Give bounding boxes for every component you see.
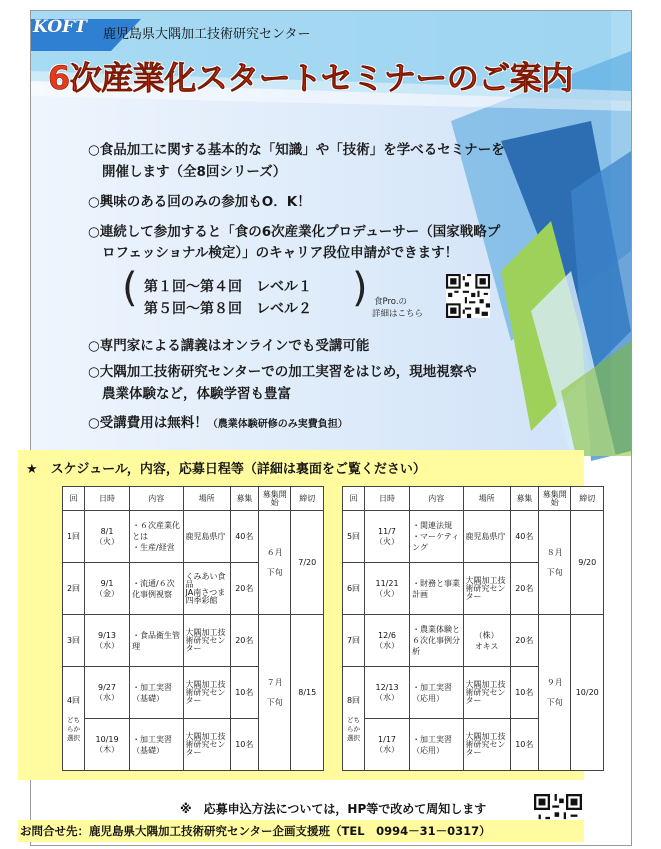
header-open: 募集開始 — [538, 487, 570, 511]
session-place: 大隅加工技術研究センター — [183, 615, 230, 667]
session-date: 11/7 （火） — [365, 511, 410, 563]
session-date: 9/13 （水） — [85, 615, 130, 667]
session-no-choose: 8回 どちらか選択 — [343, 667, 365, 771]
page-title: 6次産業化スタートセミナーのご案内 — [48, 59, 573, 97]
session-place: 鹿児島県庁 — [463, 511, 510, 563]
session-capacity: 20名 — [230, 615, 258, 667]
deadline-2: 10/20 — [571, 615, 604, 771]
session-place: 鹿児島県庁 — [183, 511, 230, 563]
table-header-row — [343, 487, 604, 511]
session-capacity: 10名 — [230, 719, 258, 771]
header-no: 回 — [63, 487, 85, 511]
open-period-2: ７月 下旬 — [258, 615, 290, 771]
qr-note-line1: 食Pro.の — [374, 297, 408, 307]
session-content: ・加工実習 （応用） — [410, 667, 463, 719]
header-capacity: 募集 — [230, 487, 258, 511]
header-place: 場所 — [183, 487, 230, 511]
session-place: くみあい食品 JA南さつま 四季彩館 — [183, 563, 230, 615]
bullet-basics-line2: 開催します（全8回シリーズ） — [102, 164, 287, 180]
application-note: ※ 応募申込方法については，HP等で改めて周知します — [180, 802, 487, 816]
session-date: 12/13 （水） — [365, 667, 410, 719]
level-1-range: 第１回～第４回 レベル１ — [144, 279, 312, 295]
table-header-row — [63, 487, 324, 511]
bullet-single-session: ○興味のある回のみの参加もO．K！ — [88, 194, 311, 210]
bullet-basics-line1: ○食品加工に関する基本的な「知識」や「技術」を学べるセミナーを — [88, 142, 505, 158]
session-no: 5回 — [343, 511, 365, 563]
session-content: ・加工実習 （基礎） — [130, 719, 183, 771]
header-deadline: 締切 — [291, 487, 324, 511]
table-row — [343, 615, 604, 667]
session-content: ・財務と事業計画 — [410, 563, 463, 615]
header-content: 内容 — [410, 487, 463, 511]
contact-text: お問合せ先：鹿児島県大隅加工技術研究センター企画支援班（TEL 0994－31－0317） — [20, 824, 491, 838]
header-date: 日時 — [365, 487, 410, 511]
session-content: ・関連法規 ・マーケティング — [410, 511, 463, 563]
bullet-career-line1: ○連続して参加すると「食の6次産業化プロデューサー（国家戦略プ — [88, 224, 501, 240]
bullet-career-line2: ロフェッショナル検定）」のキャリア段位申請ができます！ — [102, 245, 459, 261]
deadline-1: 9/20 — [571, 511, 604, 615]
session-capacity: 40名 — [510, 511, 538, 563]
session-no: 7回 — [343, 615, 365, 667]
session-capacity: 10名 — [510, 667, 538, 719]
table-row — [63, 615, 324, 667]
session-content: ・加工実習 （応用） — [410, 719, 463, 771]
bullet-free-sub: （農業体験研修のみ実費負担） — [207, 419, 348, 430]
session-capacity: 20名 — [230, 563, 258, 615]
session-capacity: 40名 — [230, 511, 258, 563]
session-place: 大隅加工技術研究センター — [463, 563, 510, 615]
session-place: （株） オキス — [463, 615, 510, 667]
header-date: 日時 — [85, 487, 130, 511]
header-open: 募集開始 — [258, 487, 290, 511]
session-capacity: 20名 — [510, 615, 538, 667]
contact-footer — [18, 820, 584, 842]
left-bracket: ( — [122, 265, 138, 311]
table-row — [63, 511, 324, 563]
session-no: 1回 — [63, 511, 85, 563]
header-content: 内容 — [130, 487, 183, 511]
session-date: 10/19 （木） — [85, 719, 130, 771]
session-place: 大隅加工技術研究センター — [463, 667, 510, 719]
session-content: ・流通/６次化事例視察 — [130, 563, 183, 615]
session-place: 大隅加工技術研究センター — [183, 719, 230, 771]
session-place: 大隅加工技術研究センター — [183, 667, 230, 719]
header-place: 場所 — [463, 487, 510, 511]
header-no: 回 — [343, 487, 365, 511]
open-period-2: ９月 下旬 — [538, 615, 570, 771]
session-capacity: 10名 — [230, 667, 258, 719]
session-no: 3回 — [63, 615, 85, 667]
session-date: 1/17 （水） — [365, 719, 410, 771]
header-capacity: 募集 — [510, 487, 538, 511]
qr-note-line2: 詳細はこちら — [372, 309, 424, 319]
bullet-online: ○専門家による講義はオンラインでも受講可能 — [88, 338, 370, 354]
bullet-free — [88, 413, 348, 435]
session-date: 9/27 （水） — [85, 667, 130, 719]
session-date: 9/1 （金） — [85, 563, 130, 615]
session-date: 12/6 （水） — [365, 615, 410, 667]
session-date: 11/21 （火） — [365, 563, 410, 615]
deadline-2: 8/15 — [291, 615, 324, 771]
session-capacity: 20名 — [510, 563, 538, 615]
schedule-table-left — [62, 486, 324, 771]
deadline-1: 7/20 — [291, 511, 324, 615]
right-bracket: ) — [352, 265, 368, 311]
table-row — [343, 511, 604, 563]
organization-name: 鹿児島県大隅加工技術研究センター — [103, 27, 311, 42]
shokupro-qr-code[interactable] — [446, 274, 490, 318]
schedule-table-right — [342, 486, 604, 771]
session-place: 大隅加工技術研究センター — [463, 719, 510, 771]
session-no: 6回 — [343, 563, 365, 615]
session-no: 2回 — [63, 563, 85, 615]
session-content: ・食品衛生管理 — [130, 615, 183, 667]
session-capacity: 10名 — [510, 719, 538, 771]
level-2-range: 第５回～第８回 レベル２ — [144, 301, 312, 317]
header-deadline: 締切 — [571, 487, 604, 511]
schedule-heading: ★ スケジュール，内容，応募日程等（詳細は裏面をご覧ください） — [26, 462, 426, 477]
session-content: ・加工実習 （基礎） — [130, 667, 183, 719]
open-period-1: ８月 下旬 — [538, 511, 570, 615]
bullet-free-main: ○受講費用は無料！ — [88, 415, 208, 431]
session-date: 8/1 （火） — [85, 511, 130, 563]
session-content: ・農業体験と６次化事例分析 — [410, 615, 463, 667]
bullet-practice-line2: 農業体験など，体験学習も豊富 — [102, 386, 291, 402]
open-period-1: ６月 下旬 — [258, 511, 290, 615]
session-no-choose: 4回 どちらか選択 — [63, 667, 85, 771]
session-content: ・６次産業化とは ・生産/経営 — [130, 511, 183, 563]
bullet-practice-line1: ○大隅加工技術研究センターでの加工実習をはじめ，現地視察や — [88, 364, 477, 380]
koft-logo: KOFT — [33, 17, 87, 37]
